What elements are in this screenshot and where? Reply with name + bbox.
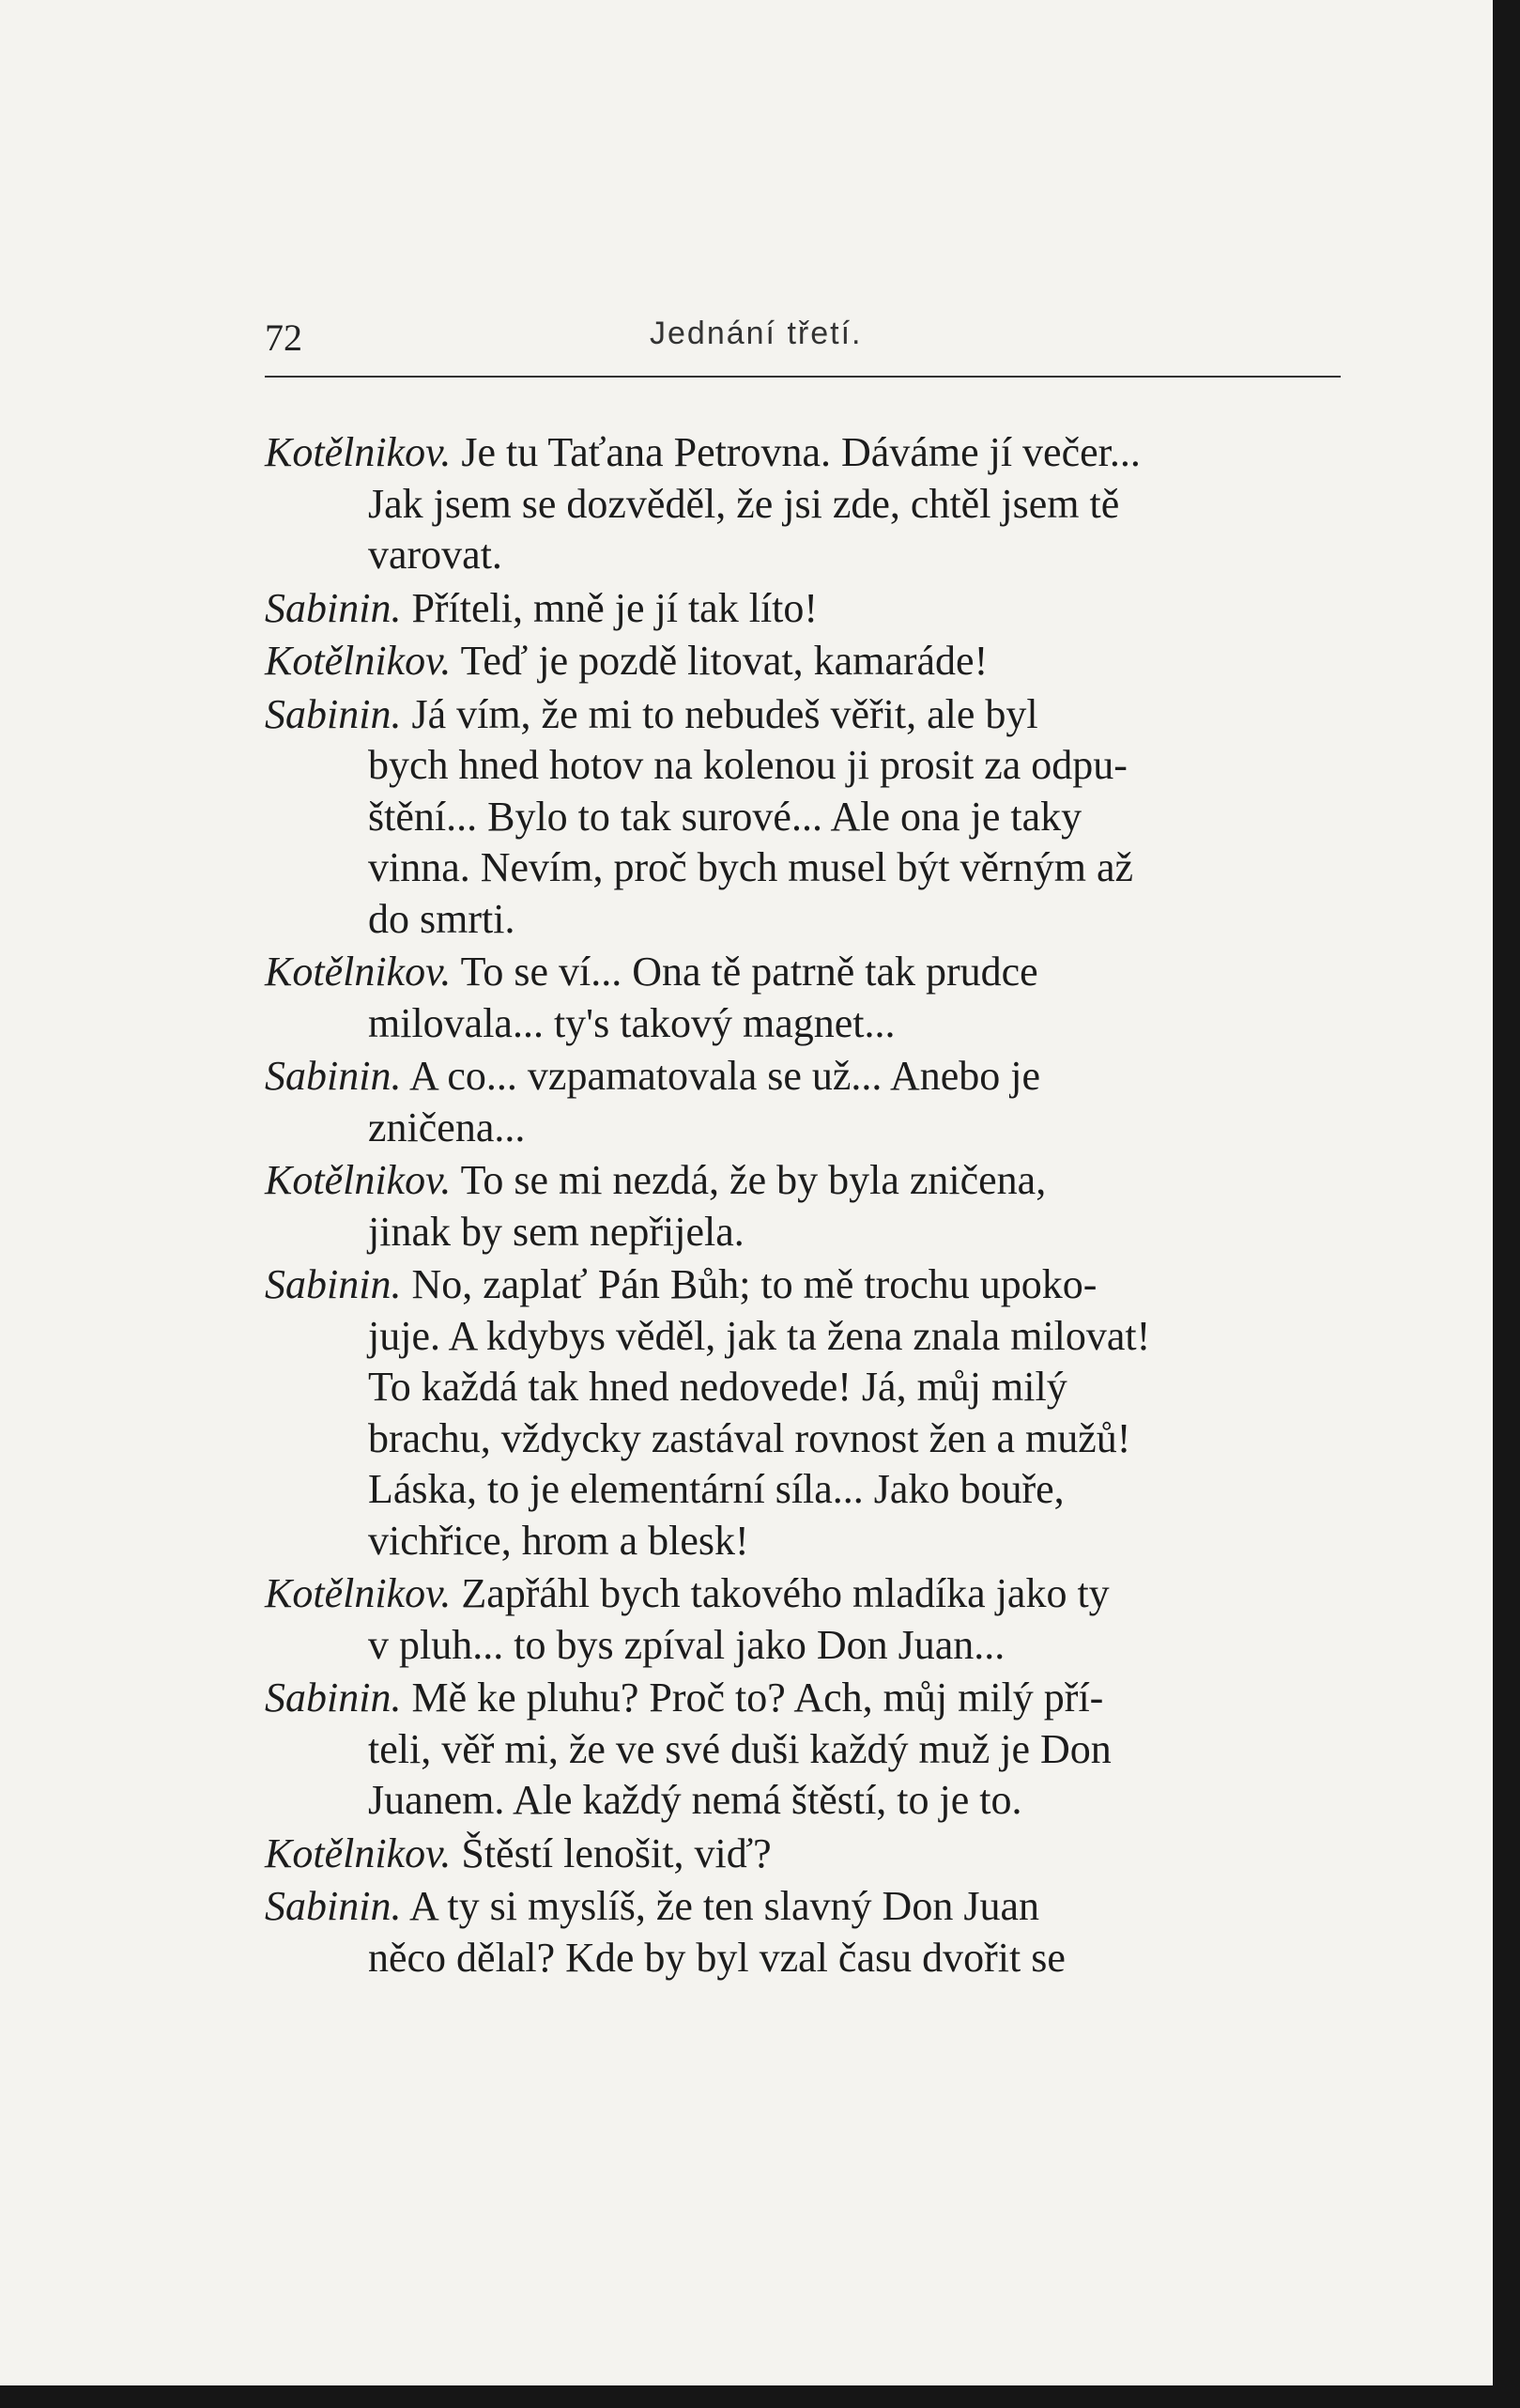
dialogue-turn [265, 583, 1344, 635]
scan-border-bottom [0, 2385, 1520, 2408]
dialogue-line: Jak jsem se dozvěděl, že jsi zde, chtěl jsem tě [368, 480, 1120, 527]
dialogue-line: bych hned hotov na kolenou ji prosit za odpu- [368, 742, 1128, 788]
dialogue-turn [265, 1155, 1344, 1258]
scan-border-right [1493, 0, 1520, 2408]
dialogue-turn [265, 636, 1344, 687]
dialogue-line: A co... vzpamatovala se už... Anebo je [409, 1053, 1041, 1099]
dialogue-line: teli, věř mi, že ve své duši každý muž je Don [368, 1725, 1112, 1772]
dialogue-line: Zapřáhl bych takového mladíka jako ty [461, 1570, 1110, 1616]
speaker-name: Sabinin. [265, 1675, 402, 1721]
speaker-name: Sabinin. [265, 690, 402, 737]
dialogue-line: brachu, vždycky zastával rovnost žen a mužů! [368, 1414, 1131, 1461]
dialogue-turn [265, 1051, 1344, 1153]
dialogue-line: jinak by sem nepřijela. [368, 1208, 745, 1255]
dialogue-turn [265, 1673, 1344, 1827]
dialogue-turn [265, 947, 1344, 1049]
dialogue-line: varovat. [368, 532, 502, 578]
dialogue-turn [265, 427, 1344, 581]
dialogue-turn [265, 1259, 1344, 1567]
dialogue-line: A ty si myslíš, že ten slavný Don Juan [409, 1883, 1039, 1929]
dialogue-line: To každá tak hned nedovede! Já, můj milý [368, 1364, 1067, 1410]
speaker-name: Sabinin. [265, 1883, 402, 1929]
speaker-name: Kotělnikov. [265, 1157, 452, 1203]
dialogue-line: v pluh... to bys zpíval jako Don Juan... [368, 1621, 1006, 1668]
speaker-name: Kotělnikov. [265, 1570, 452, 1616]
dialogue-line: Štěstí lenošit, viď? [461, 1829, 772, 1876]
dialogue-line: zničena... [368, 1104, 526, 1150]
speaker-name: Sabinin. [265, 584, 402, 631]
dialogue-line: To se mi nezdá, že by byla zničena, [460, 1157, 1047, 1203]
dialogue-turn [265, 689, 1344, 946]
page-header [265, 308, 1341, 378]
speaker-name: Sabinin. [265, 1053, 402, 1099]
dialogue-line: To se ví... Ona tě patrně tak prudce [460, 949, 1038, 995]
speaker-name: Kotělnikov. [265, 638, 452, 684]
speaker-name: Kotělnikov. [265, 429, 452, 475]
page-number: 72 [265, 316, 302, 359]
dialogue-line: Teď je pozdě litovat, kamaráde! [460, 638, 989, 684]
speaker-name: Kotělnikov. [265, 949, 452, 995]
dialogue-line: Je tu Taťana Petrovna. Dáváme jí večer... [461, 429, 1141, 475]
dialogue-line: milovala... ty's takový magnet... [368, 999, 896, 1046]
dialogue-line: Já vím, že mi to nebudeš věřit, ale byl [411, 690, 1038, 737]
dialogue-line: Příteli, mně je jí tak líto! [411, 584, 819, 631]
dialogue-turn [265, 1568, 1344, 1671]
dialogue-line: něco dělal? Kde by byl vzal času dvořit se [368, 1934, 1066, 1981]
dialogue-line: Juanem. Ale každý nemá štěstí, to je to. [368, 1777, 1022, 1823]
dialogue-line: vichřice, hrom a blesk! [368, 1517, 749, 1564]
speaker-name: Sabinin. [265, 1261, 402, 1307]
dialogue-line: juje. A kdybys věděl, jak ta žena znala milovat! [368, 1312, 1151, 1359]
dialogue-text [265, 427, 1344, 1985]
running-head: Jednání třetí. [650, 316, 863, 351]
dialogue-turn [265, 1829, 1344, 1880]
dialogue-line: štění... Bylo to tak surové... Ale ona je taky [368, 793, 1082, 840]
dialogue-line: vinna. Nevím, proč bych musel být věrným až [368, 844, 1134, 890]
dialogue-line: Láska, to je elementární síla... Jako bouře, [368, 1466, 1065, 1512]
dialogue-line: Mě ke pluhu? Proč to? Ach, můj milý pří- [411, 1675, 1104, 1721]
dialogue-line: No, zaplať Pán Bůh; to mě trochu upoko- [411, 1261, 1098, 1307]
dialogue-turn [265, 1881, 1344, 1984]
dialogue-line: do smrti. [368, 895, 515, 942]
speaker-name: Kotělnikov. [265, 1829, 452, 1876]
